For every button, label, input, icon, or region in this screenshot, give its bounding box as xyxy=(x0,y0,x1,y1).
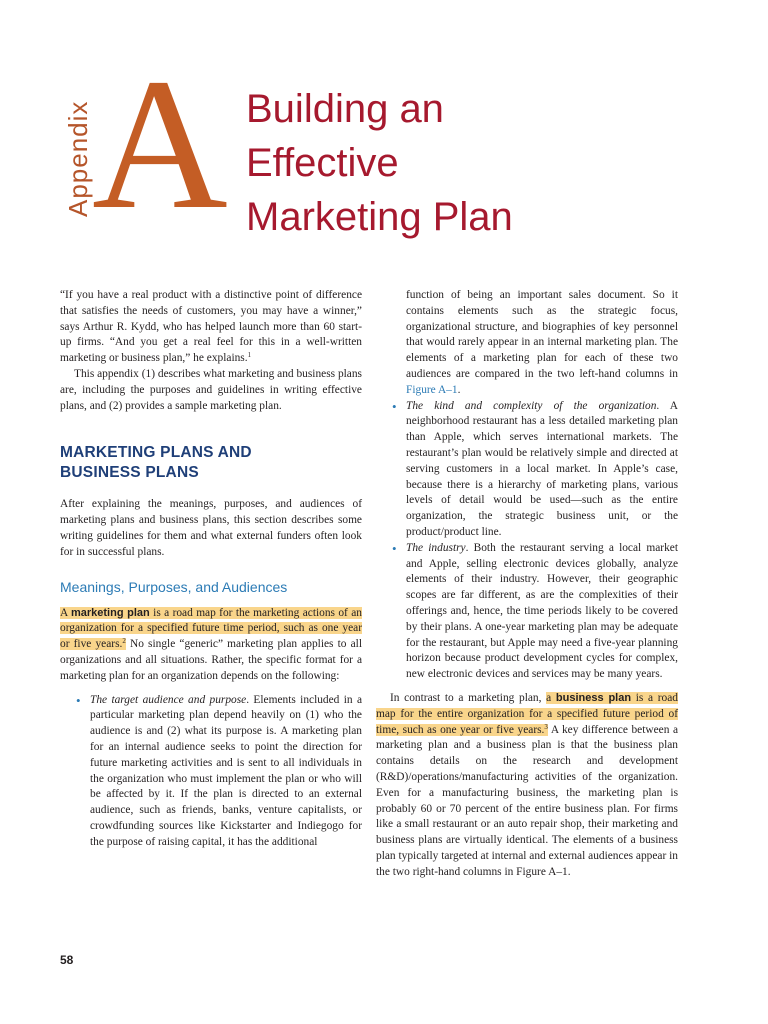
business-plan-paragraph xyxy=(376,691,678,881)
continued-list-item xyxy=(376,288,678,399)
definition-continuation: No single “generic” marketing plan applies to all organizations and all situations. Rather, the specific format for a marketing plan for an organization depends on the following: xyxy=(60,638,362,682)
business-plan-article: a xyxy=(546,691,556,704)
factors-list-continued xyxy=(376,399,678,683)
bullet-icon: • xyxy=(76,692,81,708)
factors-list xyxy=(60,693,362,851)
business-plan-continuation: A key difference between a marketing plan and a business plan is that the business plan contains details on the research and development (R&D)/operations/manufacturing activities of the organization. Even for a manufacturing business, the marketing plan is probably 60 or 70 percent of the entire business plan. For firms like a small restaurant or an auto repair shop, their marketing and business plans are virtually identical. The elements of a business plan typically targeted at internal and external audiences appear in the two right-hand columns in Figure A–1. xyxy=(376,723,678,878)
key-term-marketing-plan: marketing plan xyxy=(70,606,150,619)
list-item-lead: The industry xyxy=(406,541,466,554)
list-item xyxy=(376,541,678,683)
chapter-title-line-1: Building an xyxy=(246,87,444,131)
bullet-icon: • xyxy=(392,398,397,414)
continued-text-end: . xyxy=(457,383,461,396)
intro-paragraph-2: This appendix (1) describes what marketing and business plans are, including the purposes and guidelines in writing effective plans, and (2) provides a sample marketing plan. xyxy=(60,367,362,412)
business-plan-definition: is a road map for the entire organization for a specified future period of time, such as one year or five years. xyxy=(376,691,678,736)
left-column xyxy=(60,288,362,851)
list-item xyxy=(60,693,362,851)
section-heading xyxy=(60,443,362,483)
list-item-text: . A neighborhood restaurant has a less detailed marketing plan than Apple, which serves international markets. The restaurant’s plan would be relatively simple and directed at serving customers in a local market. In Apple’s case, because there is a hierarchy of marketing plans, various levels of detail would be used—such as the entire organization, the strategic business unit, or the product/product line. xyxy=(406,399,678,538)
appendix-label: Appendix xyxy=(63,100,93,217)
list-item-text: . Elements included in a particular marketing plan depend heavily on (1) who the audience is and (2) what its purpose is. A marketing plan for an internal audience seeks to point the direction for future marketing activities and is sent to all individuals in the organization who must implement the plan or who will be affected by it. If the plan is directed to an external audience, such as friends, banks, venture capitalists, or crowdfunding sources like Kickstarter and Indiegogo for the purpose of raising capital, it has the additional xyxy=(90,693,362,848)
right-column xyxy=(376,288,678,880)
list-item xyxy=(376,399,678,541)
list-item-lead: The kind and complexity of the organization xyxy=(406,399,657,412)
footnote-3[interactable]: 3 xyxy=(544,722,548,731)
appendix-letter: A xyxy=(92,39,228,248)
continued-text: function of being an important sales document. So it contains elements such as the strategic focus, organizational structure, and biographies of key personnel that would rarely appear in an internal marketing plan. The elements of a marketing plan for each of these two audiences are compared in the two left-hand columns in xyxy=(406,289,678,380)
section-heading-line-2: BUSINESS PLANS xyxy=(60,464,199,482)
subsection-heading: Meanings, Purposes, and Audiences xyxy=(60,578,288,595)
footnote-1[interactable]: 1 xyxy=(247,351,252,360)
list-item-text: . Both the restaurant serving a local market and Apple, selling electronic devices globally, analyze elements of their industry. However, their geographic scopes are far different, as are the complexities of their offerings and, hence, the time periods likely to be covered by their plans. A one-year marketing plan may be adequate for the restaurant, but Apple may need a five-year planning horizon because product development cycles for complex, new electronic devices and services may be many years. xyxy=(406,541,678,681)
intro-paragraph-1-text: “If you have a real product with a distinctive point of difference that satisfies the needs of customers, you may have a winner,” says Arthur R. Kydd, who has helped launch more than 60 start-up firms. “And you get a real feel for this in a well-written marketing or business plan,” he explains. xyxy=(60,289,362,365)
figure-link[interactable]: Figure A–1 xyxy=(406,383,458,396)
key-term-business-plan: business plan xyxy=(555,691,632,704)
section-intro-paragraph: After explaining the meanings, purposes, and audiences of marketing plans and business plans, this section describes some writing guidelines for them and what external funders often look for in successful plans. xyxy=(60,498,362,558)
footnote-2[interactable]: 2 xyxy=(122,637,126,646)
page-number: 58 xyxy=(60,953,74,967)
intro-paragraph-1 xyxy=(60,288,362,367)
chapter-title xyxy=(246,82,716,244)
chapter-title-line-3: Marketing Plan xyxy=(246,195,513,239)
list-item-lead: The target audience and purpose xyxy=(90,693,247,706)
marketing-plan-definition xyxy=(60,606,362,685)
business-plan-intro: In contrast to a marketing plan, xyxy=(390,691,547,704)
definition-article: A xyxy=(60,606,71,619)
bullet-icon: • xyxy=(392,540,397,556)
definition-text: is a road map for the marketing actions of an organization for a specified future time period, such as one year or five years. xyxy=(60,606,362,651)
section-heading-line-1: MARKETING PLANS AND xyxy=(60,444,252,462)
chapter-title-line-2: Effective xyxy=(246,141,399,185)
